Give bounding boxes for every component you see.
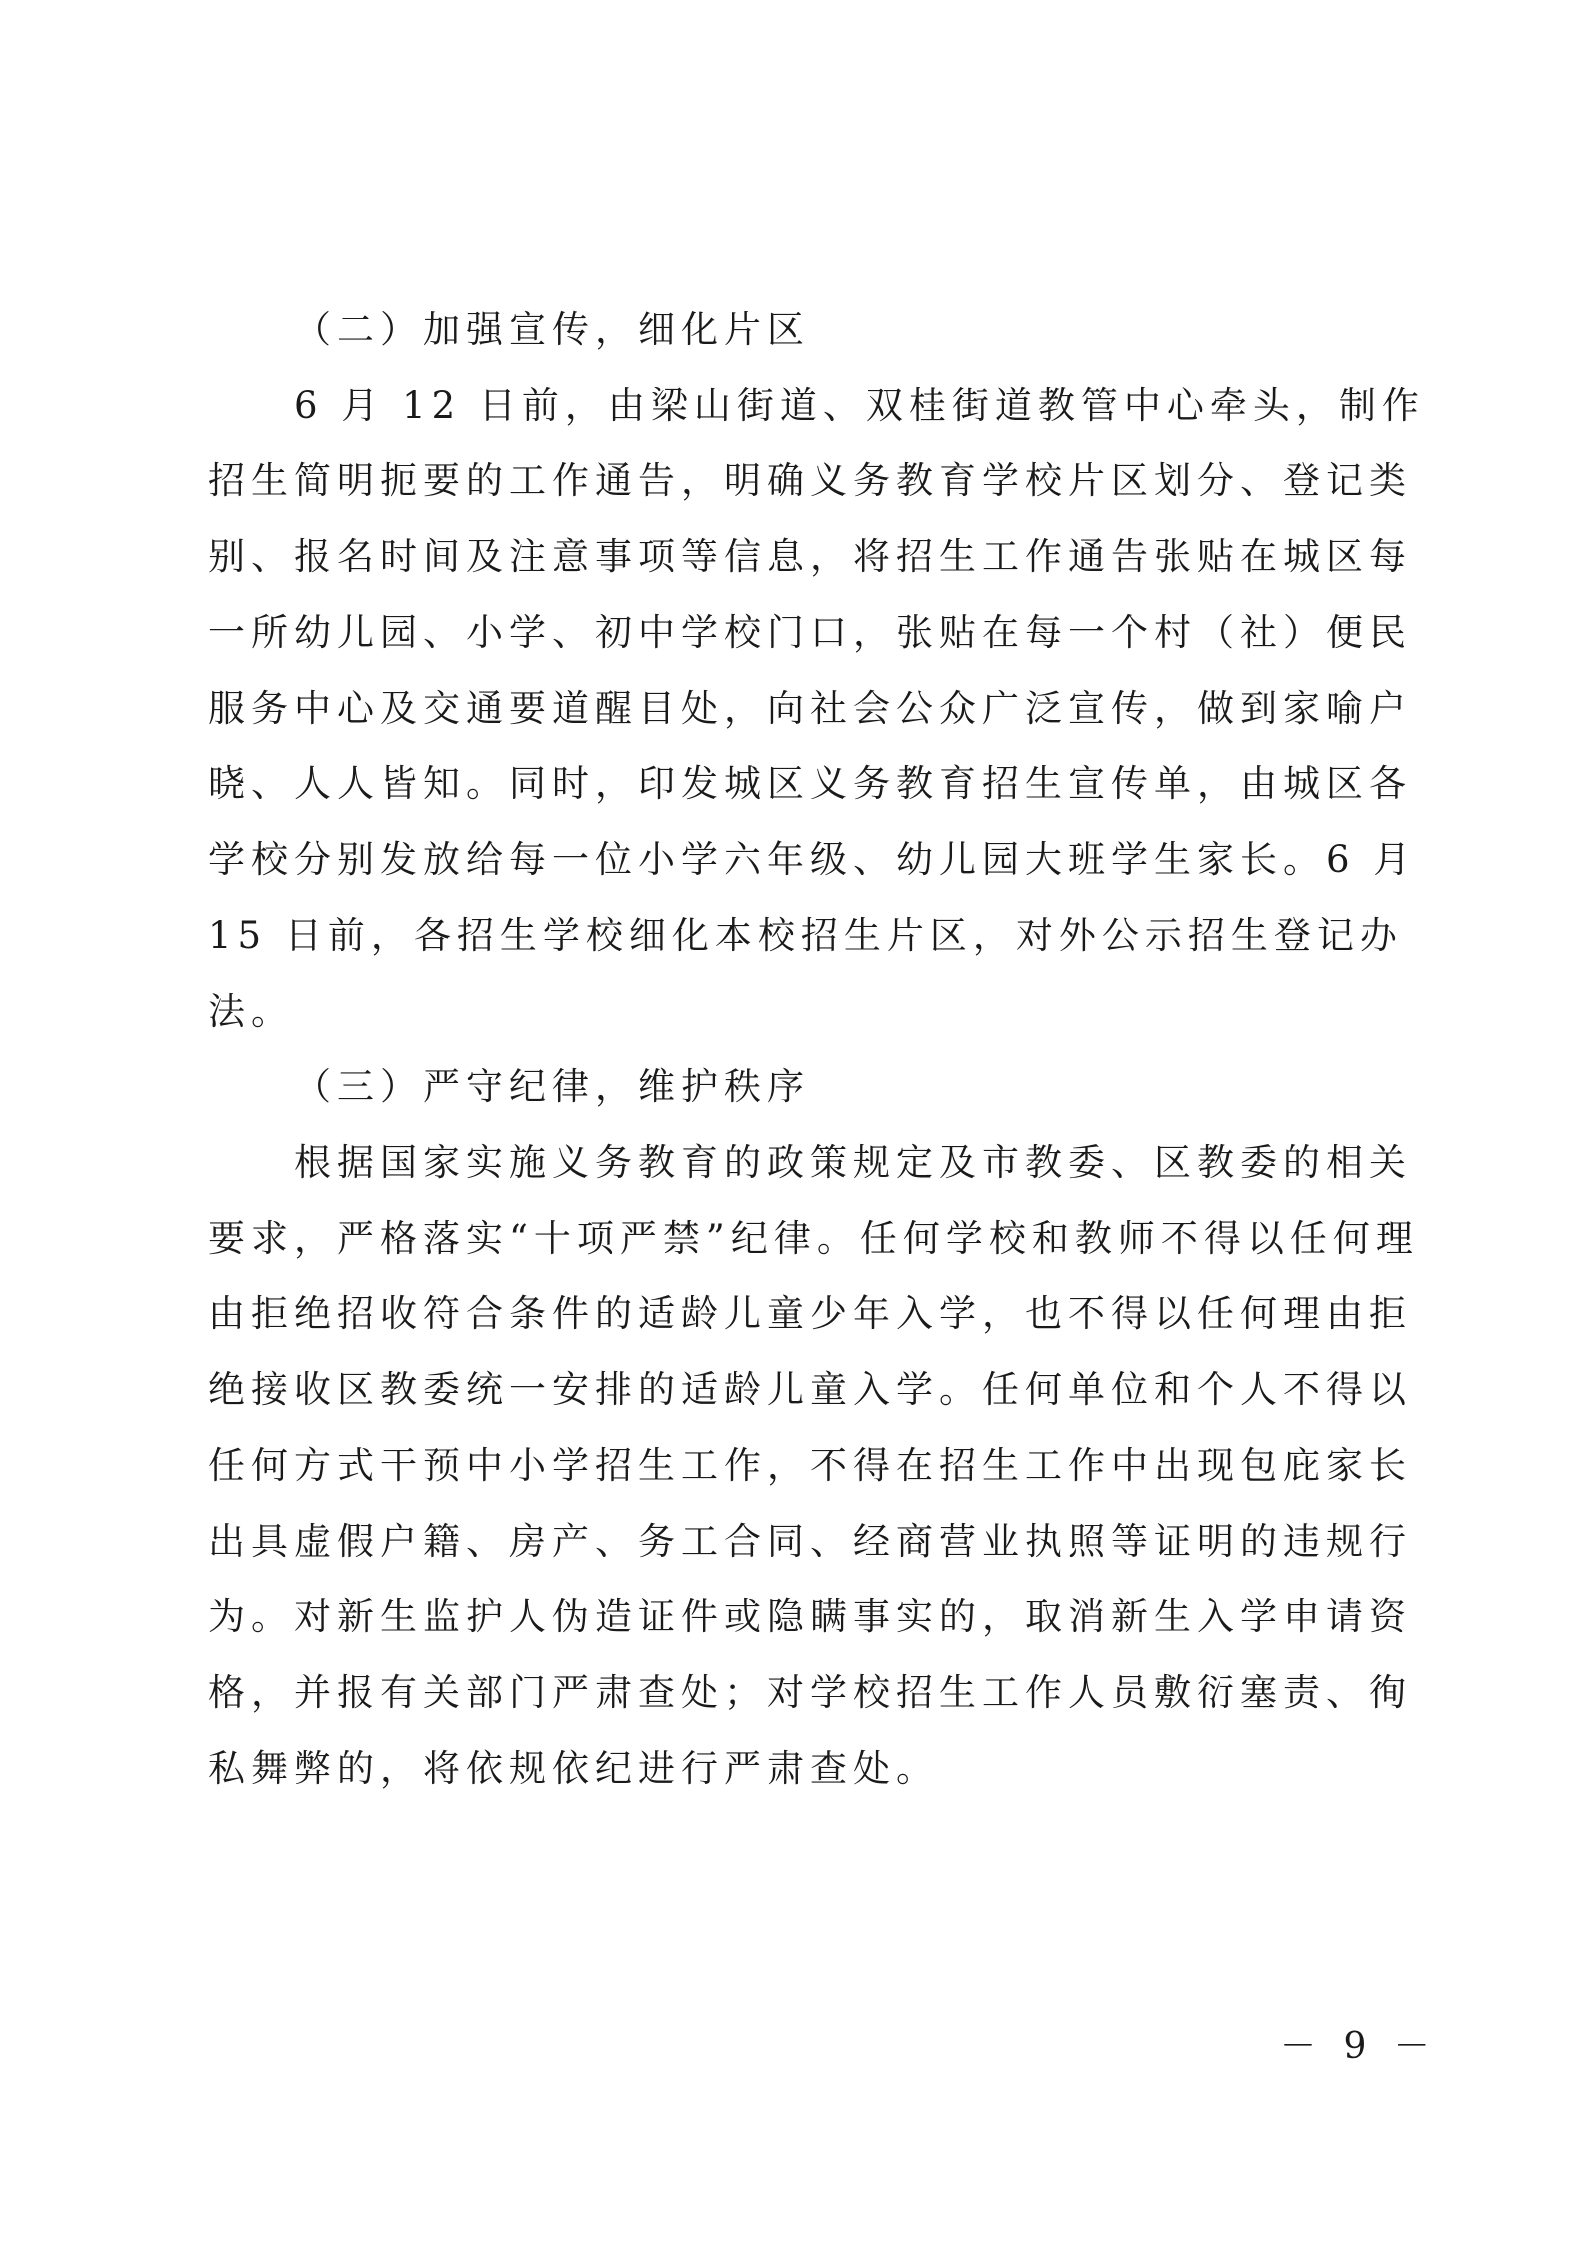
section-heading-2: （二）加强宣传，细化片区 bbox=[294, 308, 810, 351]
paragraph-line: 服务中心及交通要道醒目处，向社会公众广泛宣传，做到家喻户 bbox=[208, 687, 1412, 730]
paragraph-line: 别、报名时间及注意事项等信息，将招生工作通告张贴在城区每 bbox=[208, 535, 1412, 578]
paragraph-line: 私舞弊的，将依规依纪进行严肃查处。 bbox=[208, 1747, 939, 1790]
paragraph-line: 晓、人人皆知。同时，印发城区义务教育招生宣传单，由城区各 bbox=[208, 762, 1412, 805]
paragraph-line: 要求，严格落实“十项严禁”纪律。任何学校和教师不得以任何理 bbox=[208, 1217, 1419, 1260]
paragraph-line: 招生简明扼要的工作通告，明确义务教育学校片区划分、登记类 bbox=[208, 459, 1412, 502]
paragraph-line: 为。对新生监护人伪造证件或隐瞒事实的，取消新生入学申请资 bbox=[208, 1595, 1412, 1638]
paragraph-line: 学校分别发放给每一位小学六年级、幼儿园大班学生家长。6 月 bbox=[208, 838, 1417, 881]
paragraph-line: 一所幼儿园、小学、初中学校门口，张贴在每一个村（社）便民 bbox=[208, 611, 1412, 654]
paragraph-line: 6 月 12 日前，由梁山街道、双桂街道教管中心牵头，制作 bbox=[294, 384, 1425, 427]
paragraph-line: 绝接收区教委统一安排的适龄儿童入学。任何单位和个人不得以 bbox=[208, 1368, 1412, 1411]
page-number: － 9 － bbox=[1280, 2026, 1438, 2067]
paragraph-line: 根据国家实施义务教育的政策规定及市教委、区教委的相关 bbox=[294, 1141, 1412, 1184]
paragraph-line: 15 日前，各招生学校细化本校招生片区，对外公示招生登记办 bbox=[208, 914, 1403, 957]
paragraph-line: 格，并报有关部门严肃查处；对学校招生工作人员敷衍塞责、徇 bbox=[208, 1671, 1412, 1714]
paragraph-line: 任何方式干预中小学招生工作，不得在招生工作中出现包庇家长 bbox=[208, 1444, 1412, 1487]
paragraph-line: 出具虚假户籍、房产、务工合同、经商营业执照等证明的违规行 bbox=[208, 1520, 1412, 1563]
paragraph-line: 由拒绝招收符合条件的适龄儿童少年入学，也不得以任何理由拒 bbox=[208, 1292, 1412, 1335]
section-heading-3: （三）严守纪律，维护秩序 bbox=[294, 1065, 810, 1108]
paragraph-line: 法。 bbox=[208, 990, 294, 1033]
